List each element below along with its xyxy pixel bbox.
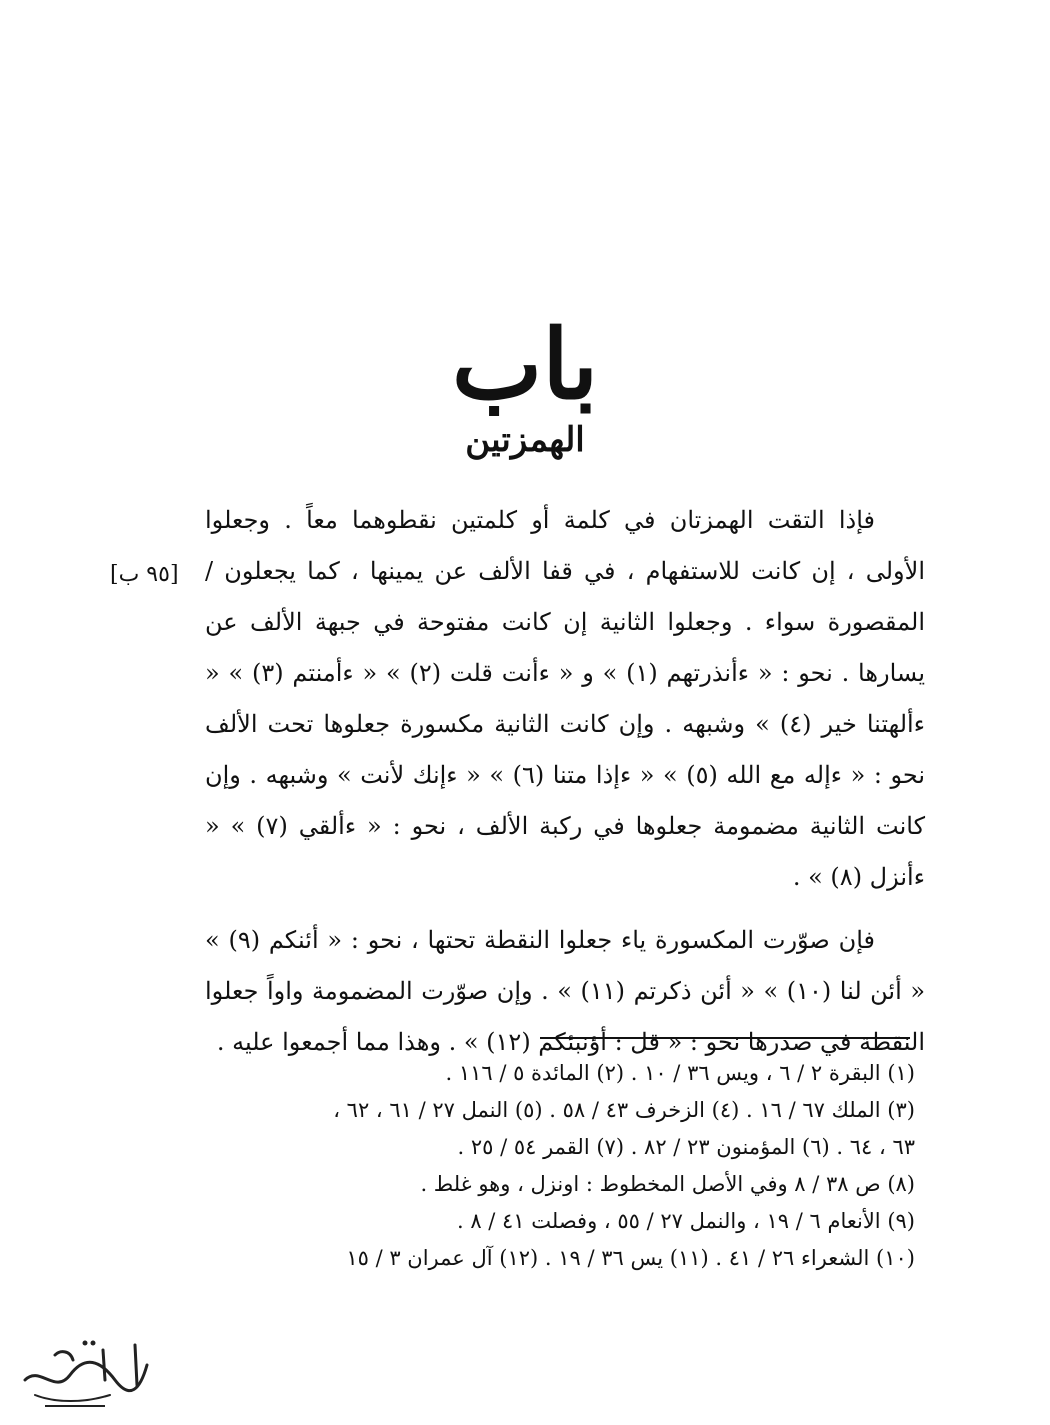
calligraphy-stroke xyxy=(25,1362,147,1390)
footnote-separator xyxy=(540,1037,910,1039)
logo-dot xyxy=(83,1341,88,1346)
watermark-logo xyxy=(15,1325,155,1415)
footnote-line: (١) البقرة ٢ / ٦ ، ويس ٣٦ / ١٠ . (٢) المائدة ٥ / ١١٦ . xyxy=(445,1061,915,1085)
calligraphy-stroke xyxy=(35,1395,110,1401)
footnote-line: (٨) ص ٣٨ / ٨ وفي الأصل المخطوط : اونزل ، وهو غلط . xyxy=(420,1172,915,1196)
calligraphy-stroke xyxy=(103,1350,105,1380)
footnote-line: (٣) الملك ٦٧ / ١٦ . (٤) الزخرف ٤٣ / ٥٨ . (٥) النمل ٢٧ / ٦١ ، ٦٢ ، xyxy=(333,1098,915,1122)
logo-subtext-mark xyxy=(45,1405,105,1407)
paragraph-2: فإن صوّرت المكسورة ياء جعلوا النقطة تحتها ، نحو : « أئنكم (٩) » « أئن لنا (١٠) » « أئن ذكرتم (١١) » . وإن صوّرت المضمومة واواً جعلوا النقطة في صدرها نحو : « قل : أؤنبئكم (١٢) » . وهذا مما أجمعوا عليه . xyxy=(205,926,925,1056)
chapter-title: باب xyxy=(451,308,599,421)
footnote-line: ٦٣ ، ٦٤ . (٦) المؤمنون ٢٣ / ٨٢ . (٧) القمر ٥٤ / ٢٥ . xyxy=(457,1135,915,1159)
footnote-line: (١٠) الشعراء ٢٦ / ٤١ . (١١) يس ٣٦ / ١٩ . (١٢) آل عمران ٣ / ١٥ xyxy=(346,1246,915,1270)
calligraphy-stroke xyxy=(55,1352,73,1360)
manuscript-folio-note: [٩٥ ب] xyxy=(110,562,179,587)
logo-dot xyxy=(91,1341,96,1346)
footnote-line: (٩) الأنعام ٦ / ١٩ ، والنمل ٢٧ / ٥٥ ، وفصلت ٤١ / ٨ . xyxy=(456,1209,915,1233)
chapter-subtitle: الهمزتين xyxy=(465,420,585,460)
paragraph-1: فإذا التقت الهمزتان في كلمة أو كلمتين نقطوهما معاً . وجعلوا الأولى ، إن كانت للاستفهام ، في قفا الألف عن يمينها ، كما يجعلون / المقصورة سواء . وجعلوا الثانية إن كانت مفتوحة في جبهة الألف عن يسارها . نحو : « ءأنذرتهم (١) » و « ءأنت قلت (٢) » « ءأمنتم (٣) » « ءألهتنا خير (٤) » وشبهه . وإن كانت الثانية مكسورة جعلوها تحت الألف نحو : « ءإله مع الله (٥) » « ءإذا متنا (٦) » « ءإنك لأنت » وشبهه . وإن كانت الثانية مضمومة جعلوها في ركبة الألف ، نحو : « ءألقي (٧) » « ءأنزل (٨) » . xyxy=(205,506,926,891)
footnotes xyxy=(215,1055,915,1277)
calligraphy-stroke xyxy=(135,1345,137,1385)
body-text xyxy=(205,495,925,1068)
